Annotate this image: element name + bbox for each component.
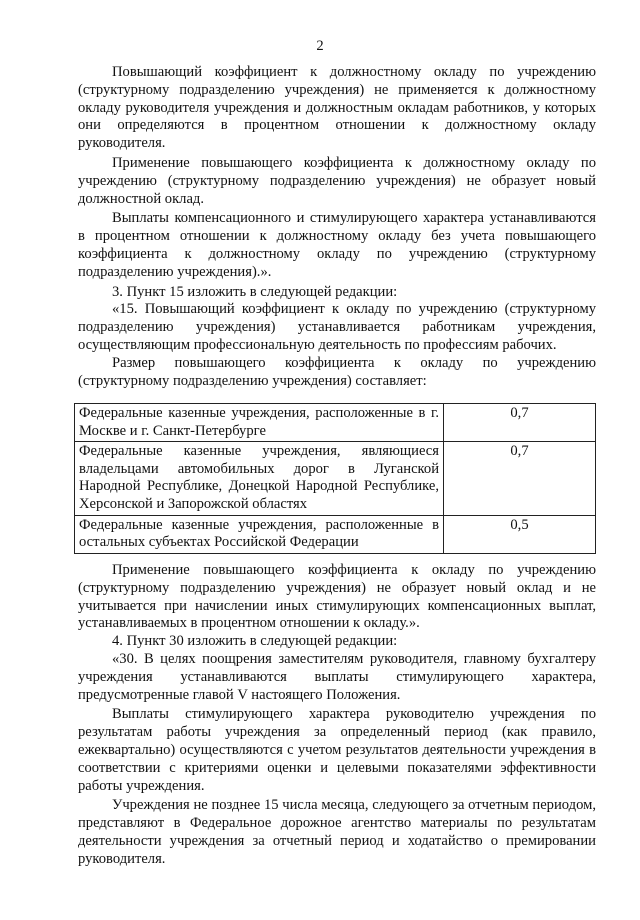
paragraph-coefficient-size: Размер повышающего коэффициента к окладу по учреждению (структурному подразделению учреждения) составляет: <box>78 354 596 389</box>
text-block-lower <box>78 562 596 869</box>
paragraph-no-new-oklad: Применение повышающего коэффициента к окладу по учреждению (структурному подразделению учреждения) не образует новый оклад и не учитывается при начислении иных стимулирующих компенсационных выплат, устанавливаемых в процентном отношении к окладу.». <box>78 562 596 632</box>
table-cell-organization: Федеральные казенные учреждения, расположенные в остальных субъектах Российской Федерации <box>75 515 444 553</box>
paragraph-item-15-text: «15. Повышающий коэффициент к окладу по учреждению (структурному подразделению учреждения) устанавливается работникам учреждения, осуществляющим профессиональную деятельность по профессиям рабочих. <box>78 301 596 353</box>
table-cell-coefficient: 0,5 <box>444 515 596 553</box>
page-number: 2 <box>316 38 324 54</box>
table-row <box>75 404 596 442</box>
paragraph-item-30-text: «30. В целях поощрения заместителям руководителя, главному бухгалтеру учреждения устанавливаются выплаты стимулирующего характера, предусмотренные главой V настоящего Положения. <box>78 650 596 703</box>
table-cell-organization: Федеральные казенные учреждения, являющиеся владельцами автомобильных дорог в Луганской Народной Республике, Донецкой Народной Республике, Херсонской и Запорожской областях <box>75 442 444 515</box>
coefficient-table <box>74 403 596 554</box>
paragraph-reporting-deadline: Учреждения не позднее 15 числа месяца, следующего за отчетным периодом, представляют в Федеральное дорожное агентство материалы по результатам деятельности учреждения за отчетный период и ходатайство о премировании руководителя. <box>78 797 596 867</box>
table-cell-organization: Федеральные казенные учреждения, расположенные в г. Москве и г. Санкт-Петербурге <box>75 404 444 442</box>
table-row <box>75 515 596 553</box>
paragraph-no-new-salary: Применение повышающего коэффициента к должностному окладу по учреждению (структурному подразделению учреждения) не образует новый должностной оклад. <box>78 154 596 207</box>
paragraph-item-15-heading: 3. Пункт 15 изложить в следующей редакции: <box>112 283 398 300</box>
table-row <box>75 442 596 515</box>
table-cell-coefficient: 0,7 <box>444 404 596 442</box>
paragraph-director-payments: Выплаты стимулирующего характера руководителю учреждения по результатам работы учреждения за определенный период (как правило, ежеквартально) осуществляются с учетом результатов деятельности учреждения в соответствии с критериями оценки и целевыми показателями эффективности работы учреждения. <box>78 706 596 794</box>
text-block-upper <box>78 64 596 390</box>
table-cell-coefficient: 0,7 <box>444 442 596 515</box>
paragraph-coefficient-not-applied: Повышающий коэффициент к должностному окладу по учреждению (структурному подразделению учреждения) не применяется к должностному окладу руководителя учреждения и должностным окладам работников, у которых они определяются в процентном отношении к должностному окладу руководителя. <box>78 64 596 152</box>
paragraph-payments-percent: Выплаты компенсационного и стимулирующего характера устанавливаются в процентном отношении к должностному окладу без учета повышающего коэффициента к должностному окладу по учреждению (структурному подразделению учреждения).». <box>78 210 596 280</box>
paragraph-item-30-heading: 4. Пункт 30 изложить в следующей редакции: <box>112 633 398 650</box>
